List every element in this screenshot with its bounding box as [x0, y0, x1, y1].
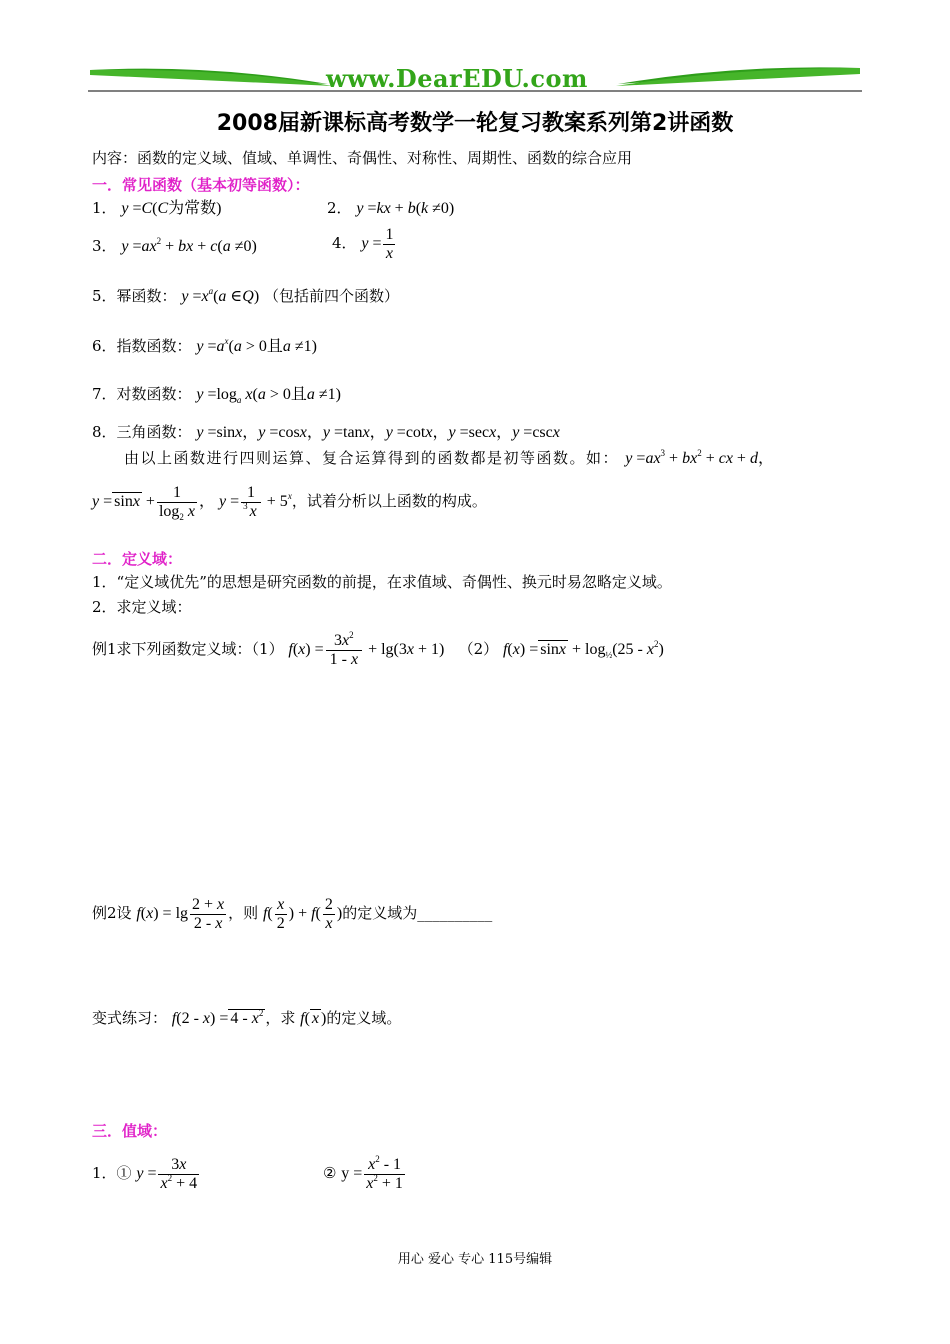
example-2: 例2设 f(x) = lg $\frac{2 + x}{2 - x}$ ，则 f( $\frac{x}{2}$ ) + f( $\frac{2}{x}$ )的定义域为__________ [92, 896, 493, 932]
section2-p2: 2．求定义域： [92, 598, 192, 616]
composite-examples: y = sinx + $\frac{1}{\log_2 x}$ ， y = $\frac{1}{^3 x}$ + $5^x$，试着分析以上函数的构成。 [92, 484, 487, 522]
range-item-2: ② y = $\frac{x^2 - 1}{x^2 + 1}$ [323, 1154, 403, 1192]
variant-exercise: 变式练习： $f(2 - x) = 4 - x^2$ ，求 f( x )的定义域。 [92, 1008, 402, 1027]
page-title: 2008届新课标高考数学一轮复习教案系列第2讲函数 [216, 111, 734, 136]
section1-heading: 一．常见函数（基本初等函数）： [92, 176, 310, 194]
item-1: 1． y =C(C为常数) [92, 199, 222, 217]
section2-p1: 1．“定义域优先”的思想是研究函数的前提，在求值域、奇偶性、换元时易忽略定义域。 [92, 573, 672, 591]
intro-text: 内容：函数的定义域、值域、单调性、奇偶性、对称性、周期性、函数的综合应用 [92, 149, 633, 167]
item-7: 7．对数函数： $y =\log_a$ x(a > 0且a ≠1) [92, 385, 341, 405]
item-5: 5．幂函数： $y =x^a(a$ ∈Q) （包括前四个函数） [92, 286, 399, 305]
page-footer: 用心 爱心 专心 115号编辑 [397, 1252, 553, 1267]
item-8: 8．三角函数： y =sinx，y =cosx，y =tanx，y =cotx，y =secx，y =cscx [92, 423, 560, 441]
section3-heading: 三．值域： [92, 1122, 168, 1140]
composite-text: 由以上函数进行四则运算、复合运算得到的函数都是初等函数。如： $y =ax^3 + bx^2$ + cx + d， [124, 448, 774, 467]
item-2: 2． y =kx + b(k ≠0) [327, 199, 455, 217]
item-4: 4． y = $\frac{1}{x}$ [332, 226, 394, 262]
example-1: 例1求下列函数定义域：（1） f(x) = $\frac{3x^2}{1 - x}$ + lg(3x + 1) （2） $f(x) = \sin x + \log_{\frac{1}{2}}(25 - x^2)$ [92, 630, 664, 668]
item-3: 3． $y =ax^2$ + bx + c(a ≠0) [92, 236, 257, 255]
brand-logo: www.DearEDU.com [326, 64, 588, 93]
item-6: 6．指数函数： $y =a^x(a > 0$且a ≠1) [92, 336, 317, 355]
range-item-1: 1．① y = $\frac{3x}{x^2 + 4}$ [92, 1156, 198, 1192]
section2-heading: 二．定义域： [92, 550, 183, 568]
